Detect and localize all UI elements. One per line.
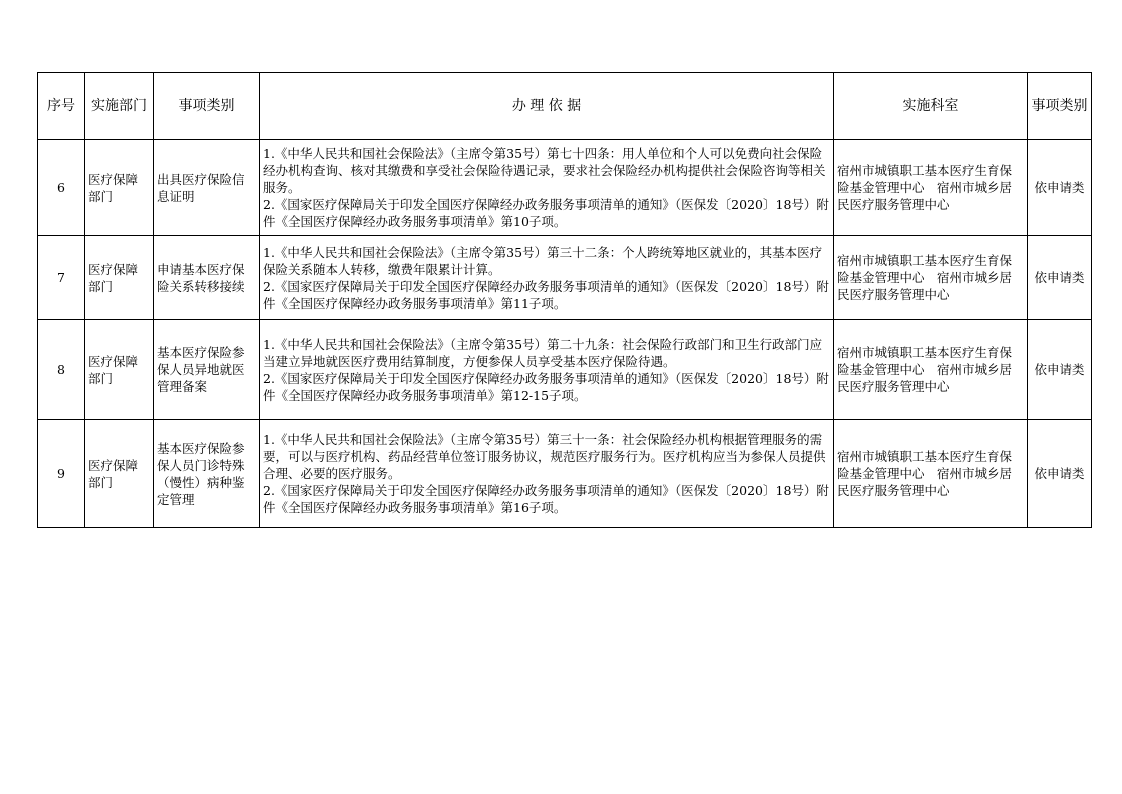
row-category: 申请基本医疗保险关系转移接续 [154,236,260,320]
basis-item: 1.《中华人民共和国社会保险法》（主席令第35号）第七十四条：用人单位和个人可以免费向社会保险经办机构查询、核对其缴费和享受社会保险待遇记录，要求社会保险经办机构提供社会保险咨询等相关服务。 [263,146,826,195]
basis-item: 1.《中华人民共和国社会保险法》（主席令第35号）第三十二条：个人跨统筹地区就业的，其基本医疗保险关系随本人转移，缴费年限累计计算。 [263,244,823,277]
row-no: 7 [38,236,85,320]
row-basis [260,236,834,320]
header-category: 事项类别 [154,73,260,140]
header-type: 事项类别 [1028,73,1092,140]
basis-item: 1.《中华人民共和国社会保险法》（主席令第35号）第三十一条：社会保险经办机构根据管理服务的需要，可以与医疗机构、药品经营单位签订服务协议，规范医疗服务行为。医疗机构应当为参保人员提供合理、必要的医疗服务。 [263,432,826,481]
row-no: 8 [38,320,85,420]
table-row [38,320,1092,420]
header-row [38,73,1092,140]
service-items-table [37,72,1092,528]
table-row [38,236,1092,320]
row-basis [260,140,834,236]
header-basis: 办 理 依 据 [260,73,834,140]
row-no: 9 [38,420,85,528]
row-type: 依申请类 [1028,236,1092,320]
row-department: 医疗保障部门 [85,140,154,236]
table-row [38,420,1092,528]
header-department: 实施部门 [85,73,154,140]
row-office: 宿州市城镇职工基本医疗生育保险基金管理中心 宿州市城乡居民医疗服务管理中心 [834,320,1028,420]
header-no: 序号 [38,73,85,140]
row-department: 医疗保障部门 [85,236,154,320]
row-department: 医疗保障部门 [85,320,154,420]
row-category: 出具医疗保险信息证明 [154,140,260,236]
basis-item: 2.《国家医疗保障局关于印发全国医疗保障经办政务服务事项清单的通知》（医保发〔2020〕18号）附件《全国医疗保障经办政务服务事项清单》第10子项。 [263,197,829,229]
row-type: 依申请类 [1028,140,1092,236]
basis-item: 2.《国家医疗保障局关于印发全国医疗保障经办政务服务事项清单的通知》（医保发〔2020〕18号）附件《全国医疗保障经办政务服务事项清单》第11子项。 [263,278,829,311]
row-office: 宿州市城镇职工基本医疗生育保险基金管理中心 宿州市城乡居民医疗服务管理中心 [834,420,1028,528]
basis-item: 2.《国家医疗保障局关于印发全国医疗保障经办政务服务事项清单的通知》（医保发〔2020〕18号）附件《全国医疗保障经办政务服务事项清单》第12-15子项。 [263,370,829,403]
basis-item: 2.《国家医疗保障局关于印发全国医疗保障经办政务服务事项清单的通知》（医保发〔2020〕18号）附件《全国医疗保障经办政务服务事项清单》第16子项。 [263,483,829,515]
row-no: 6 [38,140,85,236]
table-row [38,140,1092,236]
row-department: 医疗保障部门 [85,420,154,528]
header-office: 实施科室 [834,73,1028,140]
row-office: 宿州市城镇职工基本医疗生育保险基金管理中心 宿州市城乡居民医疗服务管理中心 [834,140,1028,236]
row-type: 依申请类 [1028,420,1092,528]
row-type: 依申请类 [1028,320,1092,420]
row-basis [260,420,834,528]
row-category: 基本医疗保险参保人员异地就医管理备案 [154,320,260,420]
row-office: 宿州市城镇职工基本医疗生育保险基金管理中心 宿州市城乡居民医疗服务管理中心 [834,236,1028,320]
basis-item: 1.《中华人民共和国社会保险法》（主席令第35号）第二十九条：社会保险行政部门和卫生行政部门应当建立异地就医医疗费用结算制度，方便参保人员享受基本医疗保险待遇。 [263,336,823,369]
row-basis [260,320,834,420]
row-category: 基本医疗保险参保人员门诊特殊（慢性）病种鉴定管理 [154,420,260,528]
